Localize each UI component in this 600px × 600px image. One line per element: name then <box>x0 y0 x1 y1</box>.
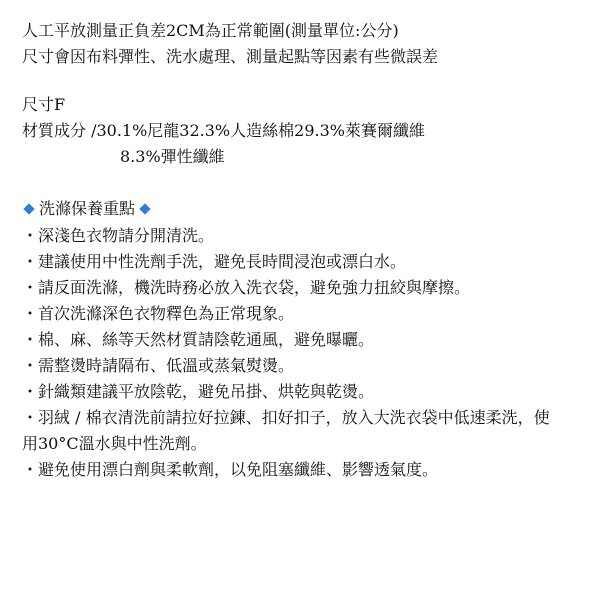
size-label: 尺寸F <box>22 95 66 114</box>
measurement-note: 人工平放測量正負差2CM為正常範圍(測量單位:公分) <box>22 21 399 40</box>
care-item: ・首次洗滌深色衣物釋色為正常現象。 <box>22 304 295 323</box>
diamond-icon <box>23 203 34 214</box>
care-item: ・需整燙時請隔布、低溫或蒸氣熨燙。 <box>22 356 295 375</box>
material-composition-continued: 8.3%彈性纖維 <box>120 147 225 166</box>
care-instructions-list <box>22 223 590 483</box>
spacer <box>22 170 590 194</box>
care-section-title <box>22 196 590 222</box>
spacer <box>22 70 590 92</box>
diamond-icon <box>139 203 150 214</box>
care-item: ・請反面洗滌，機洗時務必放入洗衣袋，避免強力扭絞與摩擦。 <box>22 278 471 297</box>
care-title-text: 洗滌保養重點 <box>39 199 136 218</box>
care-item: ・針織類建議平放陰乾，避免吊掛、烘乾與乾燙。 <box>22 382 375 401</box>
care-item: ・深淺色衣物請分開清洗。 <box>22 226 215 245</box>
care-item: ・羽絨 / 棉衣清洗前請拉好拉鍊、扣好扣子，放入大洗衣袋中低速柔洗，使用30°C溫水與中性洗劑。 <box>22 408 550 453</box>
product-info-document <box>22 18 590 483</box>
care-item: ・建議使用中性洗劑手洗，避免長時間浸泡或漂白水。 <box>22 252 407 271</box>
care-item: ・避免使用漂白劑與柔軟劑，以免阻塞纖維、影響透氣度。 <box>22 460 439 479</box>
size-variance-note: 尺寸會因布料彈性、洗水處理、測量起點等因素有些微誤差 <box>22 47 439 66</box>
care-item: ・棉、麻、絲等天然材質請陰乾通風，避免曝曬。 <box>22 330 375 349</box>
material-composition: 材質成分 /30.1%尼龍32.3%人造絲棉29.3%萊賽爾纖維 <box>22 121 425 140</box>
